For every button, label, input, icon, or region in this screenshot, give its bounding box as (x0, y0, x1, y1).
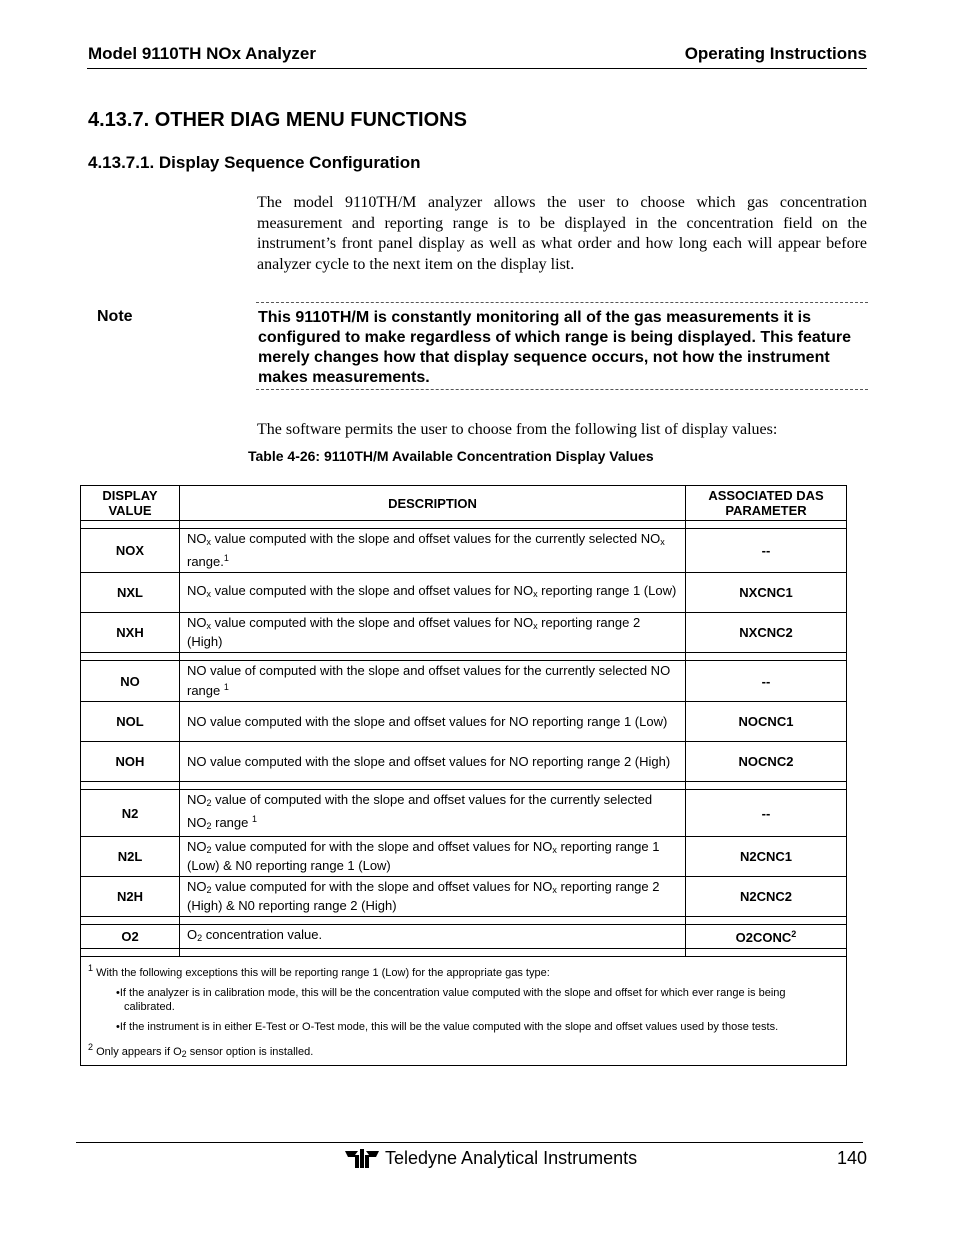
footnote-bullet-1: •If the analyzer is in calibration mode, this will be the concentration value computed with the slope and offset for which ever range is being calibrated. (116, 987, 786, 1013)
display-value: NXH (81, 613, 180, 653)
table-header-row (81, 486, 847, 521)
table-row (81, 529, 847, 573)
footnote-bullet-2: •If the instrument is in either E-Test or O-Test mode, this will be the value computed with the slope and offset values used by those tests. (116, 1021, 779, 1033)
table-row (81, 742, 847, 782)
description: $NO_x$ value computed with the slope and offset values for the currently selected $NO_x$ range.$^1$ (180, 529, 686, 573)
das-parameter: N2CNC2 (686, 877, 847, 917)
das-parameter: -- (686, 529, 847, 573)
footer-divider (76, 1142, 863, 1143)
table-row (81, 837, 847, 877)
header-description: DESCRIPTION (180, 486, 686, 521)
display-value: NO (81, 661, 180, 702)
table-row (81, 790, 847, 837)
table-separator (81, 653, 847, 661)
das-parameter: N2CNC1 (686, 837, 847, 877)
display-value: NOX (81, 529, 180, 573)
das-parameter: NXCNC1 (686, 573, 847, 613)
intro-paragraph: The model 9110TH/M analyzer allows the user to choose which gas concentration measurement and reporting range is to be displayed in the concentration field on the instrument’s front panel display as well as what order and how long each will appear before analyzer cycle to the next item on the display list. (257, 194, 867, 273)
header-display-value: DISPLAY VALUE (81, 486, 180, 521)
footnote-2: $^2$ Only appears if $O_2$ sensor option is installed. (88, 1042, 314, 1059)
das-parameter: NOCNC1 (686, 702, 847, 742)
table-separator (81, 521, 847, 529)
table-footnotes (81, 957, 847, 1066)
footnote-1: $^1$ With the following exceptions this will be reporting range 1 (Low) for the appropriate gas type: (88, 963, 550, 979)
table-separator (81, 782, 847, 790)
display-value: N2 (81, 790, 180, 837)
note-label: Note (97, 308, 133, 325)
header-divider (87, 68, 867, 69)
teledyne-logo-icon (345, 1149, 379, 1169)
description: $NO_2$ value computed for with the slope and offset values for $NO_x$ reporting range 2 (High) & N0 reporting range 2 (High) (180, 877, 686, 917)
header-das-parameter: ASSOCIATED DAS PARAMETER (686, 486, 847, 521)
list-intro-paragraph: The software permits the user to choose from the following list of display values: (257, 421, 778, 438)
table-separator (81, 949, 847, 957)
das-parameter: NXCNC2 (686, 613, 847, 653)
footer-company: Teledyne Analytical Instruments (385, 1148, 638, 1168)
table-row (81, 573, 847, 613)
description: NO value computed with the slope and offset values for NO reporting range 2 (High) (180, 742, 686, 782)
table-caption: Table 4-26: 9110TH/M Available Concentration Display Values (248, 448, 654, 464)
subsection-heading: 4.13.7.1. Display Sequence Configuration (88, 153, 421, 172)
display-values-table (80, 485, 847, 1066)
description: NO value of computed with the slope and offset values for the currently selected NO range $^1$ (180, 661, 686, 702)
footnotes-row (81, 957, 847, 1066)
display-value: NOL (81, 702, 180, 742)
page-number: 140 (836, 1148, 867, 1168)
header-section: Operating Instructions (684, 44, 867, 63)
table-row (81, 877, 847, 917)
das-parameter: -- (686, 790, 847, 837)
note-text: This 9110TH/M is constantly monitoring all of the gas measurements it is configured to make regardless of which range is being displayed. This feature merely changes how that display sequence occurs, not how the instrument makes measurements. (258, 309, 852, 386)
display-value: O2 (81, 925, 180, 949)
das-parameter: O2CONC$^2$ (686, 925, 847, 949)
description: $NO_2$ value computed for with the slope and offset values for $NO_x$ reporting range 1 (Low) & N0 reporting range 1 (Low) (180, 837, 686, 877)
description: $NO_2$ value of computed with the slope and offset values for the currently selected $NO_2$ range $^1$ (180, 790, 686, 837)
display-value: N2L (81, 837, 180, 877)
table-row (81, 613, 847, 653)
section-heading: 4.13.7. OTHER DIAG MENU FUNCTIONS (88, 109, 467, 131)
display-value: N2H (81, 877, 180, 917)
description: NO value computed with the slope and offset values for NO reporting range 1 (Low) (180, 702, 686, 742)
description: $NO_x$ value computed with the slope and offset values for $NO_x$ reporting range 1 (Low) (180, 573, 686, 613)
table-row (81, 661, 847, 702)
das-parameter: NOCNC2 (686, 742, 847, 782)
table-separator (81, 917, 847, 925)
display-value: NXL (81, 573, 180, 613)
das-parameter: -- (686, 661, 847, 702)
display-value: NOH (81, 742, 180, 782)
description: $NO_x$ value computed with the slope and offset values for $NO_x$ reporting range 2 (High) (180, 613, 686, 653)
description: $O_2$ concentration value. (180, 925, 686, 949)
header-title: Model 9110TH NOx Analyzer (88, 44, 317, 63)
table-row (81, 925, 847, 949)
table-row (81, 702, 847, 742)
